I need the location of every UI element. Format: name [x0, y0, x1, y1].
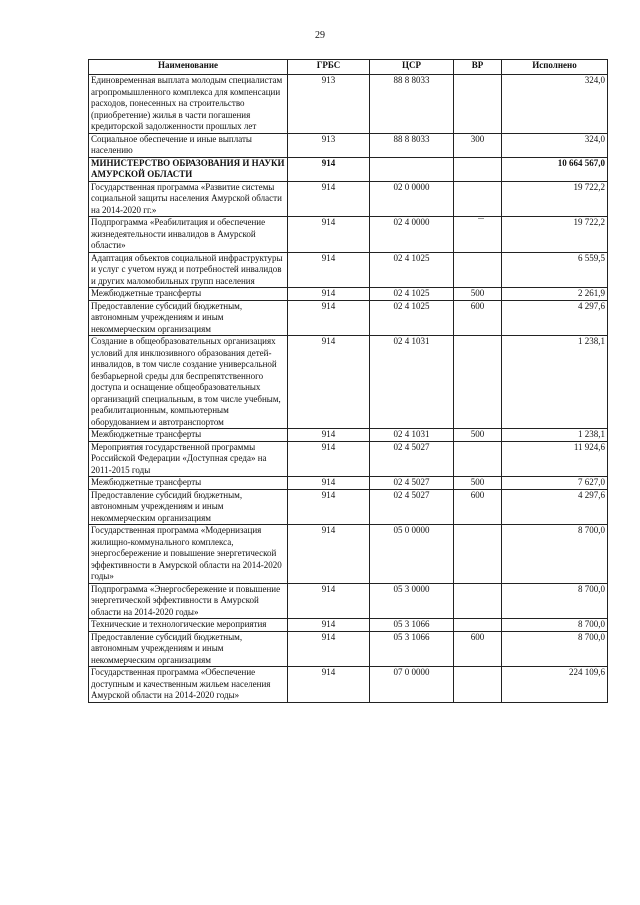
row-vr: [454, 336, 502, 429]
row-vr: 500: [454, 477, 502, 490]
row-name: Государственная программа «Модернизация жилищно-коммунального комплекса, энергосбережение и повышение энергетической эффективности в Амурской области на 2014-2020 годы»: [89, 525, 288, 584]
row-amount: 324,0: [502, 133, 608, 157]
row-vr: 300: [454, 133, 502, 157]
row-csr: 05 3 1066: [370, 631, 454, 667]
table-row: [89, 157, 608, 181]
row-name: Предоставление субсидий бюджетным, автономным учреждениям и иным некоммерческим организациям: [89, 631, 288, 667]
row-csr: 02 4 0000: [370, 217, 454, 253]
row-vr: 600: [454, 489, 502, 525]
row-grbs: 914: [288, 619, 370, 632]
row-amount: 6 559,5: [502, 252, 608, 288]
row-csr: 05 3 1066: [370, 619, 454, 632]
row-grbs: 914: [288, 252, 370, 288]
header-name: Наименование: [89, 60, 288, 75]
table-row: [89, 75, 608, 134]
row-vr: 600: [454, 631, 502, 667]
row-vr: [454, 667, 502, 703]
row-grbs: 914: [288, 181, 370, 217]
row-name: Единовременная выплата молодым специалистам агропромышленного комплекса для компенсации расходов, понесенных на строительство (приобретение) жилья в части погашения кредиторской задолженности прошлых лет: [89, 75, 288, 134]
row-vr: 500: [454, 429, 502, 442]
row-csr: 02 4 5027: [370, 477, 454, 490]
table-row: [89, 133, 608, 157]
row-vr: [454, 157, 502, 181]
row-grbs: 914: [288, 300, 370, 336]
table-row: [89, 288, 608, 301]
table-row: [89, 252, 608, 288]
row-amount: 10 664 567,0: [502, 157, 608, 181]
row-vr: 600: [454, 300, 502, 336]
row-vr: [454, 619, 502, 632]
row-name: Создание в общеобразовательных организациях условий для инклюзивного образования детей-инвалидов, в том числе создание универсальной безбарьерной среды для беспрепятственного доступа и оснащение общеобразовательных организаций специальным, в том числе учебным, реабилитационным, компьютерным оборудованием и автотранспортом: [89, 336, 288, 429]
row-name: Межбюджетные трансферты: [89, 288, 288, 301]
row-csr: 02 4 1025: [370, 288, 454, 301]
row-grbs: 914: [288, 667, 370, 703]
row-amount: 324,0: [502, 75, 608, 134]
row-name: Социальное обеспечение и иные выплаты населению: [89, 133, 288, 157]
row-amount: 1 238,1: [502, 336, 608, 429]
row-vr: [454, 441, 502, 477]
row-name: Государственная программа «Развитие системы социальной защиты населения Амурской области на 2014-2020 гг.»: [89, 181, 288, 217]
row-amount: 11 924,6: [502, 441, 608, 477]
row-csr: 88 8 8033: [370, 75, 454, 134]
row-amount: 8 700,0: [502, 525, 608, 584]
table-row: [89, 619, 608, 632]
table-row: [89, 441, 608, 477]
row-name: Межбюджетные трансферты: [89, 429, 288, 442]
page-number: 29: [315, 30, 325, 41]
row-csr: 02 4 5027: [370, 489, 454, 525]
table-row: [89, 336, 608, 429]
row-vr: [454, 525, 502, 584]
table-row: [89, 300, 608, 336]
row-grbs: 913: [288, 133, 370, 157]
row-grbs: 914: [288, 489, 370, 525]
row-name: Мероприятия государственной программы Российской Федерации «Доступная среда» на 2011-2015 годы: [89, 441, 288, 477]
row-amount: 224 109,6: [502, 667, 608, 703]
row-amount: 8 700,0: [502, 631, 608, 667]
row-vr: [454, 181, 502, 217]
row-grbs: 914: [288, 288, 370, 301]
row-name: Государственная программа «Обеспечение доступным и качественным жильем населения Амурской области на 2014-2020 годы»: [89, 667, 288, 703]
table-row: [89, 667, 608, 703]
scan-mark: [478, 218, 484, 225]
row-amount: 19 722,2: [502, 181, 608, 217]
row-grbs: 914: [288, 583, 370, 619]
header-grbs: ГРБС: [288, 60, 370, 75]
table-row: [89, 489, 608, 525]
row-csr: 88 8 8033: [370, 133, 454, 157]
budget-table: [88, 59, 608, 703]
row-grbs: 914: [288, 631, 370, 667]
row-name: Предоставление субсидий бюджетным, автономным учреждениям и иным некоммерческим организациям: [89, 489, 288, 525]
header-amount: Исполнено: [502, 60, 608, 75]
row-amount: 8 700,0: [502, 619, 608, 632]
row-csr: 02 0 0000: [370, 181, 454, 217]
row-amount: 4 297,6: [502, 300, 608, 336]
table-row: [89, 429, 608, 442]
table-header-row: [89, 60, 608, 75]
row-csr: 02 4 1031: [370, 429, 454, 442]
table-row: [89, 181, 608, 217]
table-row: [89, 631, 608, 667]
row-grbs: 914: [288, 217, 370, 253]
row-amount: 4 297,6: [502, 489, 608, 525]
header-vr: ВР: [454, 60, 502, 75]
row-csr: 02 4 1025: [370, 300, 454, 336]
row-csr: 02 4 5027: [370, 441, 454, 477]
row-amount: 8 700,0: [502, 583, 608, 619]
row-name: Технические и технологические мероприятия: [89, 619, 288, 632]
row-amount: 2 261,9: [502, 288, 608, 301]
row-grbs: 914: [288, 336, 370, 429]
row-vr: [454, 75, 502, 134]
row-amount: 1 238,1: [502, 429, 608, 442]
row-csr: 07 0 0000: [370, 667, 454, 703]
row-grbs: 914: [288, 477, 370, 490]
table-row: [89, 477, 608, 490]
row-name: Межбюджетные трансферты: [89, 477, 288, 490]
row-amount: 19 722,2: [502, 217, 608, 253]
row-grbs: 914: [288, 429, 370, 442]
table-row: [89, 217, 608, 253]
row-name: Предоставление субсидий бюджетным, автономным учреждениям и иным некоммерческим организациям: [89, 300, 288, 336]
row-csr: 05 0 0000: [370, 525, 454, 584]
row-grbs: 914: [288, 441, 370, 477]
table-row: [89, 525, 608, 584]
row-vr: 500: [454, 288, 502, 301]
row-amount: 7 627,0: [502, 477, 608, 490]
row-grbs: 914: [288, 525, 370, 584]
row-grbs: 913: [288, 75, 370, 134]
header-csr: ЦСР: [370, 60, 454, 75]
row-csr: 02 4 1031: [370, 336, 454, 429]
row-name: Подпрограмма «Энергосбережение и повышение энергетической эффективности в Амурской области на 2014-2020 годы»: [89, 583, 288, 619]
row-grbs: 914: [288, 157, 370, 181]
table-row: [89, 583, 608, 619]
row-csr: 02 4 1025: [370, 252, 454, 288]
table-body: [89, 75, 608, 703]
row-name: МИНИСТЕРСТВО ОБРАЗОВАНИЯ И НАУКИ АМУРСКОЙ ОБЛАСТИ: [89, 157, 288, 181]
row-name: Адаптация объектов социальной инфраструктуры и услуг с учетом нужд и потребностей инвалидов и других маломобильных групп населения: [89, 252, 288, 288]
row-csr: [370, 157, 454, 181]
row-vr: [454, 252, 502, 288]
row-name: Подпрограмма «Реабилитация и обеспечение жизнедеятельности инвалидов в Амурской области»: [89, 217, 288, 253]
row-csr: 05 3 0000: [370, 583, 454, 619]
row-vr: [454, 583, 502, 619]
